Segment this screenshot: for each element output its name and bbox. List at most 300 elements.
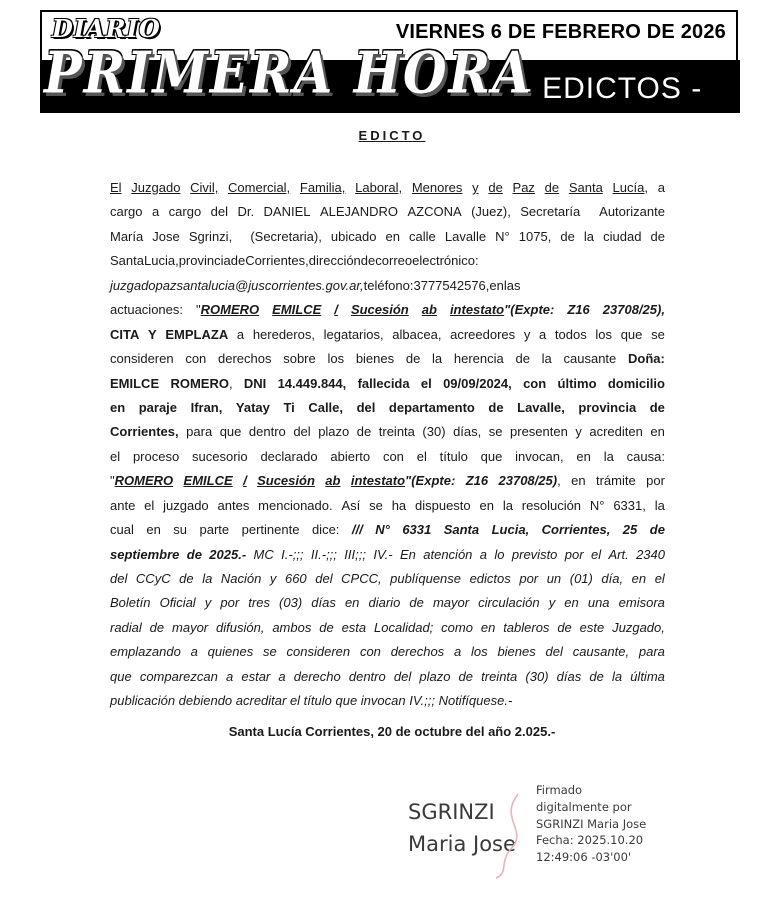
body-word [172, 616, 208, 640]
body-word [402, 518, 431, 542]
body-word [503, 616, 549, 640]
body-text-run: paraje [138, 399, 178, 415]
body-text-run: último [557, 375, 597, 391]
body-text-run: los [471, 644, 488, 660]
body-text-run: (30) [525, 668, 549, 684]
body-word [655, 494, 665, 518]
body-word [242, 518, 300, 542]
body-line [110, 225, 665, 249]
body-text-run: de [149, 619, 165, 635]
body-word [627, 445, 665, 469]
body-text-run: última [630, 668, 665, 684]
body-word [454, 347, 504, 371]
body-text-run: Paz [512, 180, 535, 195]
body-word [294, 665, 341, 689]
body-text-run: se [488, 424, 503, 440]
body-text-run: (Secretaria), [250, 228, 322, 244]
body-text-run: emisora [618, 595, 665, 611]
body-word [352, 518, 363, 542]
body-word [400, 543, 416, 567]
body-text-run: 23708/25) [498, 473, 558, 489]
body-word [345, 591, 359, 615]
body-word [283, 396, 294, 420]
body-text-run: los [595, 326, 613, 342]
body-word [560, 225, 574, 249]
body-text-run: Boletín [110, 595, 151, 611]
body-word [315, 567, 332, 591]
body-word [522, 494, 581, 518]
body-text-run: EMILCE [183, 473, 233, 489]
body-text-run: y [472, 180, 479, 195]
body-word [578, 396, 636, 420]
body-text-run: día, [601, 571, 624, 586]
body-line [110, 347, 665, 371]
body-text-run: ab [421, 302, 437, 318]
body-line [110, 420, 665, 444]
body-text-run: bienes [497, 644, 536, 660]
body-word [341, 567, 381, 591]
body-word [264, 200, 311, 224]
body-word [285, 567, 307, 591]
body-word [612, 616, 665, 640]
body-word [369, 591, 401, 615]
body-text-run: Lucia, [143, 253, 179, 269]
body-text-run: dispuesto [415, 497, 471, 513]
body-text-run: diario [368, 595, 401, 611]
body-text-run: provincia [578, 399, 637, 415]
body-text-run: plazo [318, 424, 350, 440]
signature-detail-line: SGRINZI Maria Jose [536, 816, 647, 831]
body-text-run: Familia, [299, 180, 346, 195]
body-text-run: Localidad; [374, 619, 434, 635]
body-text-run: En [399, 546, 416, 562]
body-word [330, 445, 370, 469]
body-text-run: septiembre [110, 546, 180, 562]
body-word [249, 420, 286, 444]
body-word [432, 347, 442, 371]
body-text-run: y [548, 595, 556, 611]
body-text-run: días [311, 595, 336, 611]
body-text-run: ALEJANDRO [319, 204, 398, 220]
body-line [110, 689, 665, 713]
body-text-run: del [356, 399, 376, 415]
body-text-run: un [546, 571, 562, 586]
signature-watermark-icon [488, 790, 538, 880]
body-text-run: /// [351, 522, 363, 538]
body-word [327, 347, 344, 371]
body-text-run: "(Expte: [504, 302, 555, 318]
body-word [110, 420, 179, 444]
body-word [547, 567, 561, 591]
body-word [150, 616, 164, 640]
body-text-run: de [488, 180, 503, 195]
body-text-run: EMPLAZA [165, 326, 229, 342]
body-word [320, 200, 398, 224]
document-title-text: EDICTO [358, 128, 426, 143]
body-word [324, 323, 384, 347]
body-text-run: "(Expte: [405, 473, 456, 489]
body-text-run: intestato [350, 473, 406, 489]
body-word [351, 298, 409, 322]
closing-place-date: Santa Lucía Corrientes, 20 de octubre del año 2.025.- [228, 724, 556, 739]
body-text-run: la [541, 351, 552, 367]
body-word [539, 323, 546, 347]
body-text-run: declarado [260, 448, 318, 464]
body-word [192, 445, 248, 469]
body-text-run: ambos [272, 619, 312, 635]
body-word [546, 640, 563, 664]
body-line [110, 445, 665, 469]
body-word [110, 176, 122, 200]
body-text-run: Doña: [627, 351, 665, 367]
body-word [179, 567, 193, 591]
body-line [110, 249, 665, 273]
body-word [394, 665, 411, 689]
body-word [471, 640, 488, 664]
body-text-run: de [230, 253, 246, 269]
body-word [110, 665, 132, 689]
edict-body [110, 176, 665, 714]
body-text-run: publíquense [390, 571, 462, 586]
body-text-run: Z16 [465, 473, 489, 489]
body-word [524, 323, 531, 347]
body-text-run: el [144, 497, 155, 513]
body-text-run: teléfono: [363, 277, 414, 293]
body-line [110, 665, 665, 689]
body-line [110, 616, 665, 640]
body-text-run: acreedores [450, 326, 516, 342]
body-text-run: , [557, 473, 561, 489]
body-text-run: derecho [293, 668, 341, 684]
body-word [454, 640, 461, 664]
masthead [40, 10, 740, 113]
body-text-run: actuaciones: [110, 302, 183, 318]
body-word [492, 518, 530, 542]
body-text-run: presenten [510, 424, 568, 440]
body-word [351, 469, 455, 493]
body-text-run: días, [453, 424, 482, 440]
body-text-run: Lucía [612, 180, 645, 195]
body-word [636, 543, 665, 567]
body-text-run: Juzgado, [612, 619, 665, 635]
body-word [480, 543, 487, 567]
body-word [471, 200, 511, 224]
body-text-run: ROMERO [200, 302, 260, 318]
body-text-run: en [480, 619, 496, 635]
body-word [623, 518, 637, 542]
body-text-run: Lavalle, [517, 399, 565, 415]
body-word [281, 543, 303, 567]
body-text-run: de [186, 546, 202, 562]
body-word [386, 225, 400, 249]
body-text-run: del [293, 424, 311, 440]
body-word [110, 298, 183, 322]
body-word [241, 665, 270, 689]
body-word [557, 616, 571, 640]
body-word [160, 591, 196, 615]
body-text-run: tres [248, 595, 270, 611]
body-text-run: N° [495, 228, 510, 244]
body-word [639, 640, 665, 664]
body-text-run: ante [110, 497, 136, 513]
body-text-run: El [110, 180, 122, 195]
body-word [110, 640, 181, 664]
body-line [110, 469, 665, 493]
body-text-run: departamento [388, 399, 475, 415]
body-word [148, 323, 157, 347]
body-word [433, 591, 469, 615]
body-word [279, 591, 302, 615]
body-text-run: de [589, 668, 604, 684]
body-text-run: EMILCE [110, 375, 160, 391]
body-word [650, 225, 664, 249]
body-text-run: plazo [419, 668, 451, 684]
body-word [591, 543, 601, 567]
body-text-run: de [319, 619, 334, 635]
body-text-run: abierto [330, 448, 371, 464]
body-word [558, 372, 597, 396]
body-word [613, 494, 646, 518]
body-text-run: (01) [569, 571, 593, 586]
body-text-run: Z16 [567, 302, 590, 318]
body-word [392, 323, 441, 347]
body-word [489, 420, 503, 444]
body-word [319, 616, 333, 640]
body-word [443, 372, 512, 396]
body-text-run: la [603, 448, 614, 464]
body-text-run: de [560, 228, 575, 244]
body-text-run: derechos [390, 644, 445, 660]
body-text-run: de [360, 253, 376, 269]
body-word [542, 347, 552, 371]
body-text-run: su [173, 522, 188, 538]
body-word [325, 469, 340, 493]
body-text-run: que [620, 326, 643, 342]
body-word [523, 372, 546, 396]
body-word [422, 298, 437, 322]
body-word [571, 469, 585, 493]
body-word [445, 225, 486, 249]
body-text-run: en [650, 424, 665, 440]
body-word [263, 640, 277, 664]
body-word [169, 200, 202, 224]
body-word [564, 347, 617, 371]
body-word [133, 445, 179, 469]
body-word [599, 200, 665, 224]
body-word [630, 665, 665, 689]
body-word [311, 591, 336, 615]
body-text-run: Y [148, 326, 157, 342]
body-text-run: Ti [283, 399, 295, 415]
signer-given-names: Maria Jose [408, 832, 516, 856]
body-word [555, 323, 587, 347]
body-text-run: dice: [311, 522, 340, 538]
body-text-run: Autorizante [599, 204, 665, 220]
body-text-run: fallecida [357, 375, 410, 391]
body-word [466, 469, 488, 493]
body-word [499, 469, 561, 493]
body-text-run: a [539, 326, 547, 342]
body-text-run: mayor [432, 595, 470, 611]
body-text-run: Corrientes, [541, 522, 611, 538]
body-word [584, 225, 594, 249]
body-text-run: proceso [132, 448, 180, 464]
body-word [187, 543, 202, 567]
body-text-run: el [654, 571, 665, 586]
body-text-run: juzgado [163, 497, 209, 513]
body-word [422, 420, 445, 444]
body-text-run: este [579, 619, 605, 635]
body-text-run: herederos, [252, 326, 315, 342]
body-text-run: circulación [478, 595, 540, 611]
body-word [441, 616, 473, 640]
body-word [236, 396, 270, 420]
body-text-run: del [315, 571, 333, 586]
body-word [344, 543, 366, 567]
body-text-run: Ifran, [190, 399, 223, 415]
body-text-run: ROMERO [170, 375, 229, 391]
body-text-run: dentro [248, 424, 286, 440]
body-word [513, 176, 535, 200]
body-text-run: en [489, 277, 504, 293]
body-word [383, 445, 404, 469]
body-text-run: para [638, 644, 665, 660]
body-word [573, 640, 629, 664]
body-text-run: Así [341, 497, 361, 513]
body-text-run: de [544, 180, 560, 195]
body-text-run: en [385, 228, 400, 244]
body-text-run: Jose [152, 228, 180, 244]
body-text-run: de [649, 522, 665, 538]
body-text-run: todos [554, 326, 587, 342]
body-word [293, 420, 310, 444]
body-text-run: III;;; [344, 546, 366, 562]
body-text-run: dentro [348, 668, 386, 684]
body-word [601, 567, 623, 591]
body-text-run: previsto [511, 546, 558, 562]
body-text-run: N° [589, 497, 605, 513]
body-text-run: de [650, 228, 665, 244]
body-text-run: pertinente [241, 522, 300, 538]
body-word [216, 616, 264, 640]
body-word [549, 591, 556, 615]
body-line [110, 567, 665, 591]
body-word [470, 567, 511, 591]
body-word [612, 665, 622, 689]
body-text-run: el [110, 448, 121, 464]
body-word [349, 665, 386, 689]
signature-detail-line: digitalmente por [536, 799, 632, 814]
body-text-run: los [327, 351, 345, 367]
body-text-run: con [382, 448, 404, 464]
body-text-run: del [110, 571, 128, 586]
body-text-run: invocan, [515, 448, 564, 464]
body-word [244, 372, 266, 396]
body-text-run: a [479, 546, 488, 562]
body-text-run: el [420, 375, 432, 391]
signature-details [536, 782, 646, 866]
body-word [619, 591, 665, 615]
body-text-run: 2025.- [209, 546, 247, 562]
body-text-run: herencia [453, 351, 504, 367]
body-text-run: IV.- [373, 546, 393, 562]
body-word [481, 616, 495, 640]
section-label: - EDICTOS - [521, 72, 703, 105]
body-text-run: que [110, 668, 132, 684]
body-text-run: mayor [172, 619, 209, 635]
body-text-run: se [263, 644, 277, 660]
body-word [472, 176, 479, 200]
body-word [110, 200, 143, 224]
body-word [503, 494, 513, 518]
body-word [588, 591, 610, 615]
body-word [283, 347, 316, 371]
body-text-run: en [564, 595, 579, 611]
body-text-run: de [409, 595, 424, 611]
body-text-run: con [359, 644, 381, 660]
body-word [243, 469, 247, 493]
body-text-run[interactable]: juzgadopazsantalucia@juscorrientes.gov.ar, [110, 277, 364, 293]
body-word [650, 396, 665, 420]
body-word [567, 298, 589, 322]
body-text-run: en [479, 497, 494, 513]
body-text-run: tableros [503, 619, 550, 635]
body-word [218, 347, 271, 371]
body-word [278, 665, 285, 689]
body-text-run: el [416, 448, 427, 464]
body-word [110, 396, 125, 420]
body-word [412, 176, 463, 200]
body-word [218, 494, 250, 518]
body-word [478, 591, 539, 615]
body-text-run: resolución [521, 497, 582, 513]
body-text-run: con [523, 375, 547, 391]
body-word [226, 665, 233, 689]
body-text-run: 09/09/2024, [443, 375, 512, 391]
body-word [589, 665, 603, 689]
body-word [415, 494, 471, 518]
body-word [392, 494, 406, 518]
body-word [419, 665, 450, 689]
body-text-run: las [503, 277, 521, 293]
body-line [110, 372, 665, 396]
body-word [650, 420, 664, 444]
body-word [510, 420, 568, 444]
body-word [220, 420, 242, 444]
body-text-run: en [576, 448, 591, 464]
body-text-run: DNI [243, 375, 267, 391]
body-word [651, 323, 665, 347]
body-text-run: como [441, 619, 473, 635]
body-text-run: causante [563, 351, 617, 367]
body-text-run: CITA [110, 326, 140, 342]
body-text-run: días [556, 668, 582, 684]
body-text-run: " [196, 302, 201, 318]
body-text-run: , [644, 180, 648, 195]
body-word [613, 176, 648, 200]
body-word [646, 469, 665, 493]
body-text-run: Santa [110, 253, 144, 269]
body-word [576, 445, 590, 469]
body-word [270, 567, 277, 591]
body-text-run: Secretaría [520, 204, 581, 220]
body-word [173, 518, 187, 542]
body-word [110, 225, 143, 249]
body-text-run: mencionado. [258, 497, 333, 513]
body-text-run: antes [217, 497, 250, 513]
body-text-run: N° [375, 522, 390, 538]
body-word [604, 445, 614, 469]
